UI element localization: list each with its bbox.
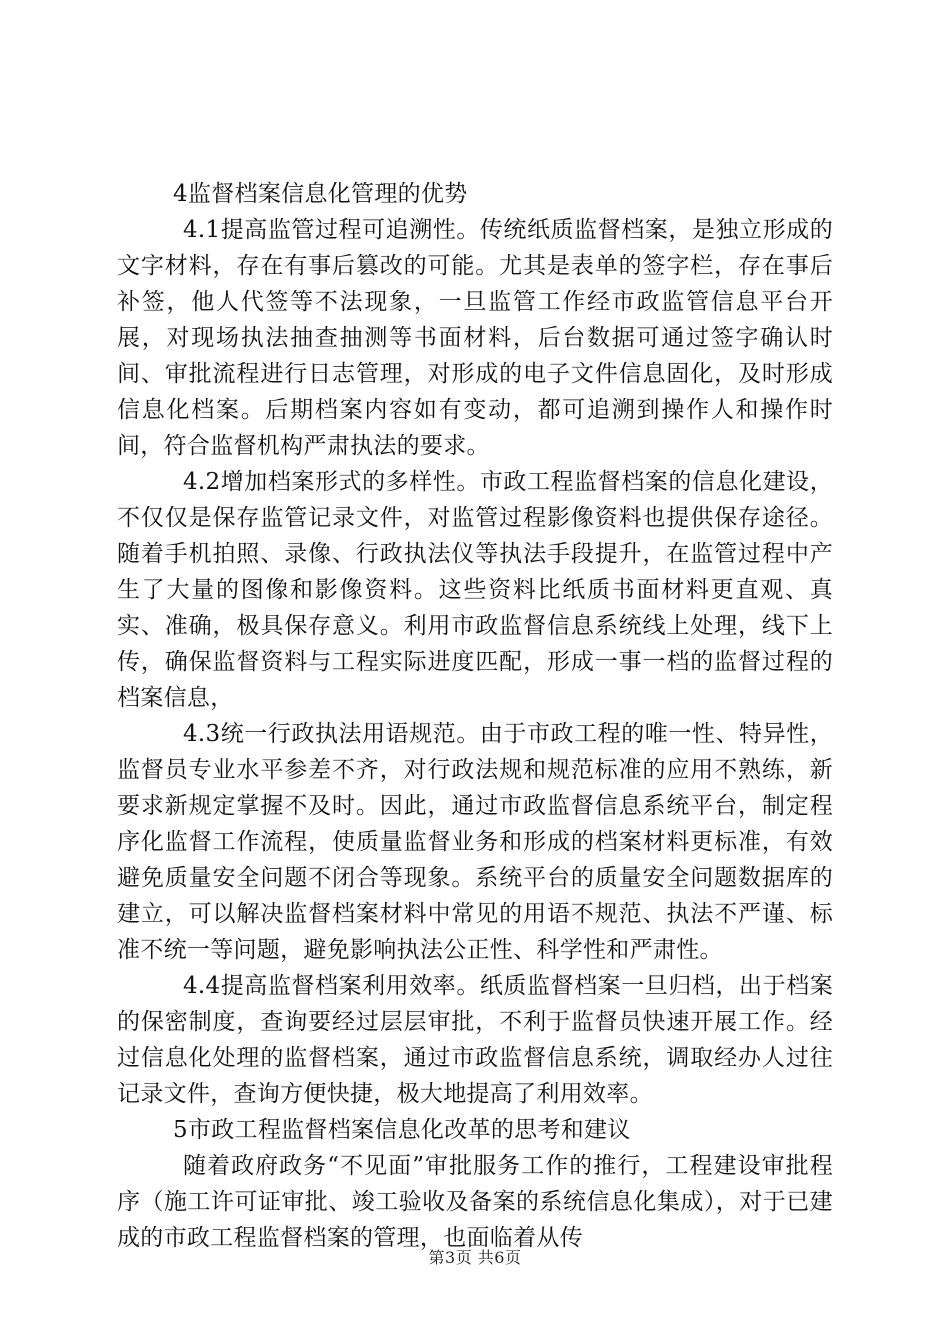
paragraph-4-1: 4.1提高监管过程可追溯性。传统纸质监督档案，是独立形成的文字材料，存在有事后篡改的可能。尤其是表单的签字栏，存在事后补签，他人代签等不法现象，一旦监管工作经市政监管信息平台开展，对现场执法抽查抽测等书面材料，后台数据可通过签字确认时间、审批流程进行日志管理，对形成的电子文件信息固化，及时形成信息化档案。后期档案内容如有变动，都可追溯到操作人和操作时间，符合监督机构严肃执法的要求。 — [117, 217, 833, 459]
document-body — [117, 176, 833, 1256]
paragraph-4-4: 4.4提高监督档案利用效率。纸质监督档案一旦归档，出于档案的保密制度，查询要经过层层审批，不利于监督员快速开展工作。经过信息化处理的监督档案，通过市政监督信息系统，调取经办人过往记录文件，查询方便快捷，极大地提高了利用效率。 — [117, 973, 833, 1107]
page-number-footer: 第3页 共6页 — [428, 1248, 522, 1267]
section-heading-5: 5市政工程监督档案信息化改革的思考和建议 — [173, 1117, 631, 1143]
paragraph-5-intro: 随着政府政务“不见面”审批服务工作的推行，工程建设审批程序（施工许可证审批、竣工验收及备案的系统信息化集成），对于已建成的市政工程监督档案的管理，也面临着从传 — [117, 1153, 833, 1251]
section-heading-4: 4监督档案信息化管理的优势 — [173, 181, 468, 207]
paragraph-4-3: 4.3统一行政执法用语规范。由于市政工程的唯一性、特异性，监督员专业水平参差不齐，对行政法规和规范标准的应用不熟练，新要求新规定掌握不及时。因此，通过市政监督信息系统平台，制定程序化监督工作流程，使质量监督业务和形成的档案材料更标准，有效避免质量安全问题不闭合等现象。系统平台的质量安全问题数据库的建立，可以解决监督档案材料中常见的用语不规范、执法不严谨、标准不统一等问题，避免影响执法公正性、科学性和严肃性。 — [117, 721, 833, 963]
paragraph-4-2: 4.2增加档案形式的多样性。市政工程监督档案的信息化建设，不仅仅是保存监管记录文件，对监管过程影像资料也提供保存途径。随着手机拍照、录像、行政执法仪等执法手段提升，在监管过程中产生了大量的图像和影像资料。这些资料比纸质书面材料更直观、真实、准确，极具保存意义。利用市政监督信息系统线上处理，线下上传，确保监督资料与工程实际进度匹配，形成一事一档的监督过程的档案信息， — [117, 469, 833, 711]
